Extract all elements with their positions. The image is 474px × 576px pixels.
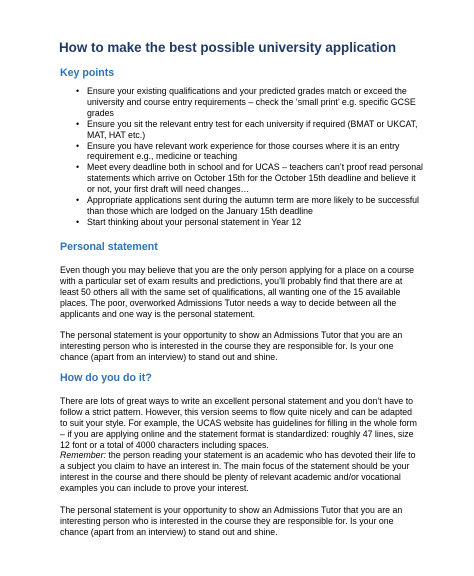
paragraph: The personal statement is your opportunity to show an Admissions Tutor that you are an interesting person who is interested in the course they are responsible for. Is your one chance (apart from an interview) to stand out and shine. (60, 505, 403, 537)
how-do-you-do-it-heading: How do you do it? (60, 372, 152, 384)
remember-text: the person reading your statement is an academic who has devoted their life to a subject you claim to have an interest in. The main focus of the statement should be your interest in the course and there should be plenty of relevant academic and/or vocational examples you can include to prove your interest. (60, 450, 416, 493)
remember-label: Remember: (60, 450, 106, 460)
paragraph: Even though you may believe that you are the only person applying for a place on a course with a particular set of exam results and predictions, you’ll probably find that there are at least 50 others all with the same set of qualifications, all wanting one of the 15 available places. The poor, overworked Admissions Tutor needs a way to decide between all the applicants and one way is the personal statement. (60, 265, 415, 319)
list-item: • Start thinking about your personal statement in Year 12 (60, 217, 424, 228)
paragraph: There are lots of great ways to write an excellent personal statement and you don’t have to follow a strict pattern. However, this version seems to flow quite nicely and can be adapted to suit your style. For example, the UCAS website has guidelines for filling in the whole form – if you are applying online and the statement format is standardized: roughly 47 lines, size 12 font or a total of 4000 characters including spaces. (60, 396, 417, 450)
list-item: • Ensure your existing qualifications and your predicted grades match or exceed the university and course entry requirements – check the ‘small print’ e.g. specific GCSE grades (60, 86, 424, 119)
key-points-heading: Key points (60, 67, 115, 79)
remember-paragraph (60, 450, 420, 494)
key-points-list (60, 86, 424, 228)
list-item: • Meet every deadline both in school and for UCAS – teachers can’t proof read personal statements which arrive on October 15th for the October 15th deadline and believe it or not, your first draft will need changes… (60, 162, 424, 195)
list-item: • Ensure you have relevant work experience for those courses where it is an entry requirement e.g., medicine or teaching (60, 141, 424, 163)
list-item: • Appropriate applications sent during the autumn term are more likely to be successful than those which are lodged on the January 15th deadline (60, 195, 424, 217)
personal-statement-heading: Personal statement (60, 241, 158, 253)
document-title: How to make the best possible university application (59, 40, 397, 55)
paragraph: The personal statement is your opportunity to show an Admissions Tutor that you are an interesting person who is interested in the course they are responsible for. Is your one chance (apart from an interview) to stand out and shine. (60, 330, 403, 362)
list-item: • Ensure you sit the relevant entry test for each university if required (BMAT or UKCAT, MAT, HAT etc.) (60, 119, 424, 141)
